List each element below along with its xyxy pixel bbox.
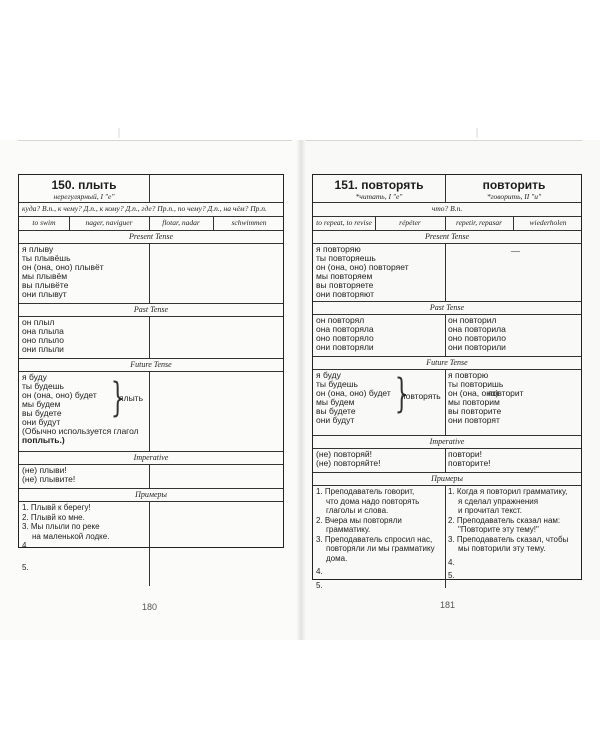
conj-line: (не) повторяй!: [316, 449, 372, 459]
right-present-forms: [313, 244, 445, 301]
left-future-brace: }: [110, 375, 125, 421]
left-past-forms: [19, 317, 149, 358]
conj-line: мы будем: [316, 397, 355, 407]
left-valence: куда? В.п., к чему? Д.п., к кому? Д.п., где? Пр.п., по чему? Д.п., на чём? Пр.п.: [22, 204, 267, 213]
right-translation-fr: répéter: [399, 218, 421, 227]
conj-line: вы повторяете: [316, 280, 374, 290]
conj-line: она повторяла: [316, 324, 374, 334]
left-present-forms: [19, 244, 149, 303]
example-line: я сделал упражнения: [458, 496, 539, 506]
conj-line: они плывут: [22, 289, 67, 299]
left-translation-en: to swim: [32, 218, 56, 227]
example-line: 1. Когда я повторил грамматику,: [448, 487, 568, 496]
right-verb-title: 151. повторять: [334, 178, 424, 192]
conj-line: они повторят: [448, 415, 500, 425]
right-valence-row: [313, 203, 581, 217]
left-imperative-label: Imperative: [19, 452, 283, 465]
right-verb-table: [312, 174, 582, 588]
example-line: 5.: [448, 571, 455, 580]
conj-line: они повторили: [448, 342, 506, 352]
conj-line: оно повторяло: [316, 333, 374, 343]
right-past-row: [313, 315, 581, 357]
example-line: повторяли ли мы грамматику: [326, 544, 435, 553]
conj-line: я повторяю: [316, 244, 361, 254]
example-line: дома.: [326, 553, 348, 563]
conj-line: ты будешь: [316, 379, 358, 389]
left-examples: [19, 502, 149, 586]
example-line: мы повторили эту тему.: [458, 544, 546, 553]
conj-line: я плыву: [22, 244, 54, 254]
conj-line: повторите!: [448, 458, 491, 468]
conj-line: он плыл: [22, 317, 55, 327]
right-present-row: [313, 244, 581, 302]
conj-line: они повторяли: [316, 342, 374, 352]
right-pf-title: повторить: [482, 178, 546, 192]
left-past-label: Past Tense: [19, 304, 283, 317]
conj-line: оно плыло: [22, 335, 64, 345]
left-translation-de: schwimmen: [231, 218, 267, 227]
left-future-infinitive: плыть: [119, 393, 143, 403]
right-translation-en: to repeat, to revise: [316, 218, 372, 227]
conj-line: она плыла: [22, 326, 64, 336]
left-future-forms: [19, 372, 149, 451]
conj-line: вы плывёте: [22, 280, 69, 290]
right-examples-label: Примеры: [313, 473, 581, 486]
left-header-row: [19, 175, 283, 203]
right-translation-row: [313, 217, 581, 231]
right-past-pf-forms: [445, 315, 583, 356]
right-imperative-forms: [313, 449, 445, 472]
example-line: 2. Вчера мы повторяли: [316, 515, 402, 525]
conj-line: они будут: [316, 415, 355, 425]
left-past-row: [19, 317, 283, 359]
conj-line: они будут: [22, 417, 61, 427]
conj-line: повтори!: [448, 449, 483, 459]
conj-line: мы повторим: [448, 397, 500, 407]
conj-line: он повторял: [316, 315, 365, 325]
right-page-top-edge: [306, 140, 582, 141]
book-gutter: [296, 140, 306, 640]
right-valence: что? В.п.: [431, 204, 463, 213]
conj-line: мы будем: [22, 399, 61, 409]
conj-line: он повторил: [448, 315, 497, 325]
right-examples-pf: [445, 486, 583, 588]
example-line: 4.: [22, 541, 29, 550]
example-line: что дома надо повторять: [326, 496, 420, 506]
conj-line: (не) плыви!: [22, 465, 67, 475]
conj-line: повторит: [488, 388, 524, 398]
example-line: 1. Плывй к берегу!: [22, 503, 91, 512]
conj-line: (не) повторяйте!: [316, 458, 381, 468]
right-translation-de: wiederholen: [529, 218, 567, 227]
conj-line: он (она, оно): [448, 388, 499, 398]
left-imperative-row: [19, 465, 283, 489]
left-future-label: Future Tense: [19, 359, 283, 372]
right-imperative-label: Imperative: [313, 436, 581, 449]
left-future-row: [19, 372, 283, 452]
conj-line: он (она, оно) повторяет: [316, 262, 409, 272]
conj-line: ты повторишь: [448, 379, 504, 389]
conj-line: ты будешь: [22, 381, 64, 391]
right-translation-es: repetir, repasar: [455, 218, 503, 227]
example-line: 5.: [316, 580, 323, 588]
left-imperative-forms: [19, 465, 149, 488]
left-class-note: нерегулярный, I "е": [53, 192, 115, 201]
example-line: на маленькой лодке.: [32, 531, 110, 541]
example-line: 3. Преподаватель сказал, чтобы: [448, 534, 569, 544]
conj-line: он (она, оно) плывёт: [22, 262, 104, 272]
right-future-label: Future Tense: [313, 357, 581, 370]
example-line: 4.: [448, 557, 455, 567]
right-future-row: [313, 370, 581, 436]
conj-line: ты повторяешь: [316, 253, 376, 263]
right-class-note: *читать, I "е": [355, 192, 403, 201]
conj-line: мы плывём: [22, 271, 68, 281]
left-present-label: Present Tense: [19, 231, 283, 244]
right-future-infinitive: повторять: [401, 391, 441, 401]
left-verb-table: [18, 174, 284, 572]
conj-line: они повторяют: [316, 289, 375, 299]
right-page-number: 181: [440, 600, 456, 610]
left-valence-row: [19, 203, 283, 217]
conj-line: (не) плывите!: [22, 474, 76, 484]
future-note-verb: поплыть.): [22, 435, 65, 445]
right-past-forms: [313, 315, 445, 356]
example-line: 2. Преподаватель сказал нам:: [448, 515, 561, 525]
example-line: "Повторите эту тему!": [458, 525, 539, 534]
conj-line: он (она, оно) будет: [316, 388, 391, 398]
conj-line: вы повторите: [448, 406, 502, 416]
example-line: грамматику.: [326, 525, 371, 534]
conj-line: ты плывёшь: [22, 253, 71, 263]
right-future-pf-forms: [445, 370, 583, 435]
right-past-label: Past Tense: [313, 302, 581, 315]
example-line: 2. Плывй ко мне.: [22, 512, 85, 522]
example-line: 4.: [316, 567, 323, 576]
conj-line: вы будете: [316, 406, 356, 416]
example-line: глаголы и слова.: [326, 506, 389, 515]
left-translation-es: flotar, nadar: [162, 218, 200, 227]
conj-line: я повторю: [448, 370, 489, 380]
example-line: 1. Преподаватель говорит,: [316, 487, 415, 496]
example-line: 3. Преподаватель спросил нас,: [316, 534, 433, 544]
right-present-label: Present Tense: [313, 231, 581, 244]
left-translation-fr: nager, naviguer: [85, 218, 133, 227]
right-imperative-pf-forms: [445, 449, 583, 472]
conj-line: мы повторяем: [316, 271, 373, 281]
right-pf-class-note: *говорить, II "и": [486, 192, 542, 201]
conj-line: он (она, оно) будет: [22, 390, 97, 400]
example-line: 5.: [22, 562, 29, 572]
future-note: (Обычно используется глагол: [22, 426, 139, 436]
conj-line: я буду: [22, 372, 47, 382]
conj-line: оно повторило: [448, 333, 506, 343]
left-examples-row: [19, 502, 283, 586]
left-examples-label: Примеры: [19, 489, 283, 502]
left-verb-title: 150. плыть: [51, 178, 117, 192]
left-translation-row: [19, 217, 283, 231]
right-imperative-row: [313, 449, 581, 473]
right-present-pf-empty: —: [511, 246, 520, 256]
left-page-top-edge: [18, 140, 292, 141]
conj-line: я буду: [316, 370, 341, 380]
left-present-row: [19, 244, 283, 304]
conj-line: она повторила: [448, 324, 506, 334]
right-future-brace: }: [394, 371, 409, 417]
right-examples: [313, 486, 445, 588]
example-line: 3. Мы плыли по реке: [22, 522, 100, 531]
page-edge-marks: [118, 128, 478, 138]
left-page-number: 180: [142, 602, 158, 612]
conj-line: они плыли: [22, 344, 64, 354]
right-future-forms: [313, 370, 445, 435]
right-header-row: [313, 175, 581, 203]
example-line: и прочитал текст.: [458, 506, 522, 515]
conj-line: вы будете: [22, 408, 62, 418]
right-examples-row: [313, 486, 581, 588]
